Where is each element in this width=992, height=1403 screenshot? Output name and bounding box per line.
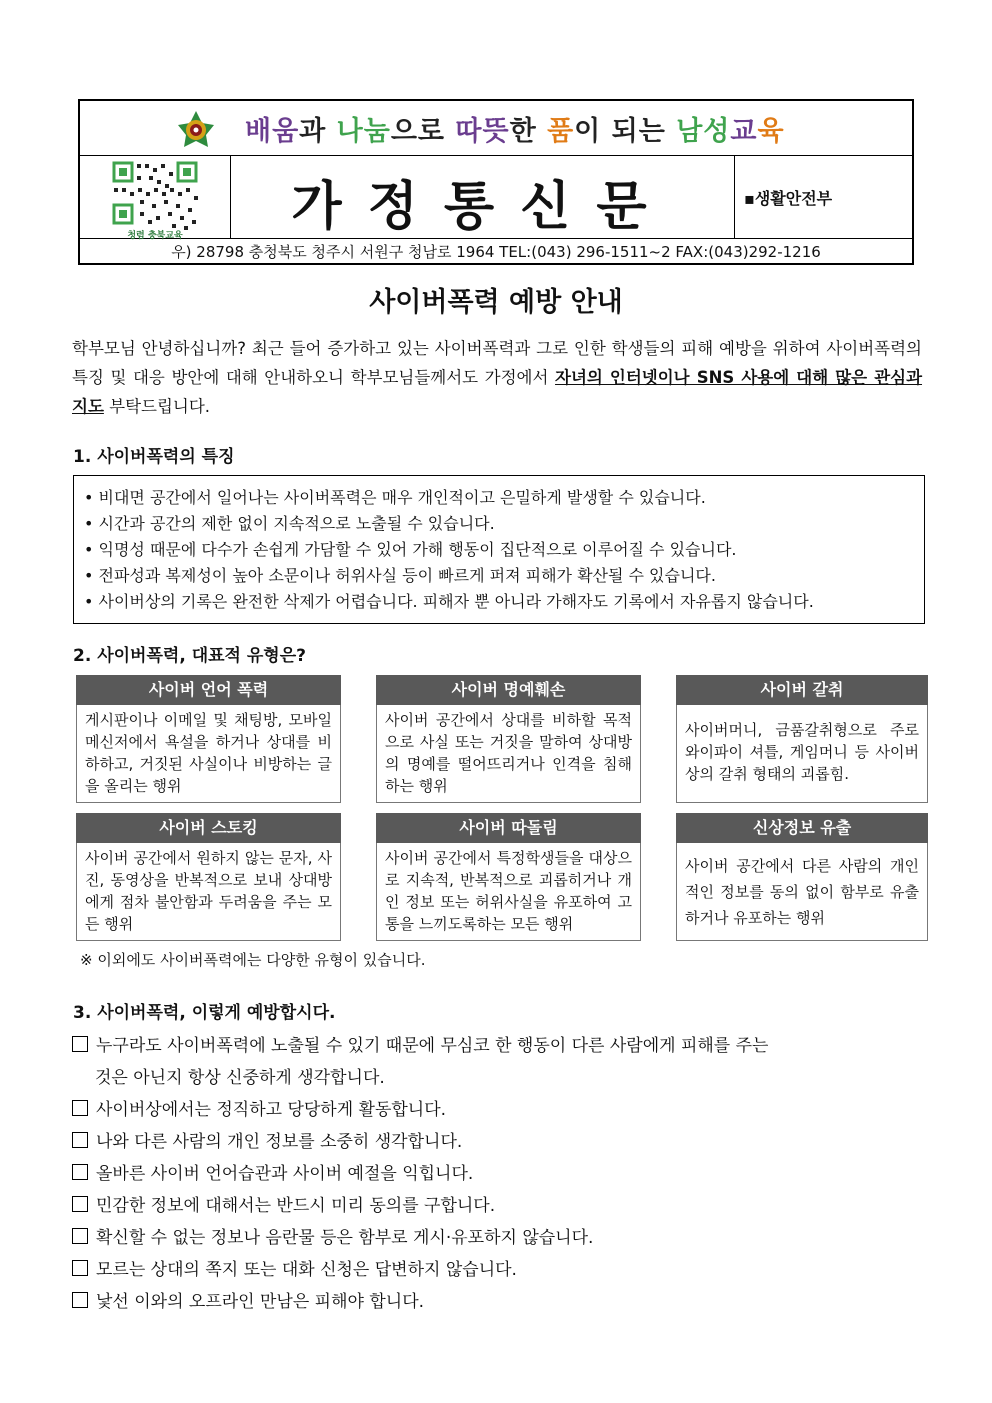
prevention-list — [72, 1030, 768, 1318]
card-body: 사이버 공간에서 원하지 않는 문자, 사진, 동영상을 반복적으로 보내 상대방에게 점차 불안함과 두려움을 주는 모든 행위 — [76, 843, 341, 941]
title-row — [80, 156, 912, 239]
list-item-text: 누구라도 사이버폭력에 노출될 수 있기 때문에 무심코 한 행동이 다른 사람에게 피해를 주는 — [96, 1036, 769, 1056]
intro-text: 학부모님 안녕하십니까? 최근 들어 증가하고 있는 사이버폭력과 그로 인한 학생들의 피해 예방을 위하여 사이버폭력의 특징 및 대응 방안에 대해 안내하오니 학부모님들께서도 가정에서 — [72, 339, 922, 387]
slogan-segment: 배움 — [245, 116, 300, 147]
list-item-text: 낯선 이와의 오프라인 만남은 피해야 합니다. — [96, 1292, 425, 1312]
list-item: • 사이버상의 기록은 완전한 삭제가 어렵습니다. 피해자 뿐 아니라 가해자도 기록에서 자유롭지 않습니다. — [84, 592, 814, 611]
type-card — [676, 813, 928, 941]
features-box — [73, 475, 925, 624]
list-item — [72, 1158, 768, 1190]
list-item — [72, 1222, 768, 1254]
divider — [734, 156, 735, 239]
list-item — [72, 1094, 768, 1126]
newsletter-header — [78, 99, 914, 265]
type-card — [376, 675, 641, 803]
type-card — [76, 675, 341, 803]
department-label: ▪생활안전부 — [744, 189, 833, 208]
section1-heading: 1. 사이버폭력의 특징 — [73, 447, 235, 467]
section3-heading: 3. 사이버폭력, 이렇게 예방합시다. — [73, 1003, 336, 1023]
card-title: 사이버 명예훼손 — [376, 675, 641, 705]
slogan-segment: 과 — [299, 116, 337, 147]
list-item-text: 모르는 상대의 쪽지 또는 대화 신청은 답변하지 않습니다. — [96, 1260, 517, 1280]
checkbox-icon — [72, 1100, 88, 1116]
list-item — [72, 1190, 768, 1222]
types-note: ※ 이외에도 사이버폭력에는 다양한 유형이 있습니다. — [80, 951, 426, 969]
intro-text-end: 부탁드립니다. — [103, 397, 211, 416]
card-body: 사이버 공간에서 상대를 비하할 목적으로 사실 또는 거짓을 말하여 상대방의 명예를 떨어뜨리거나 인격을 침해하는 행위 — [376, 705, 641, 803]
list-item-text: 확신할 수 없는 정보나 음란물 등은 함부로 게시·유포하지 않습니다. — [96, 1228, 594, 1248]
card-title: 신상정보 유출 — [676, 813, 928, 843]
newsletter-title: 가정통신문 — [291, 176, 673, 237]
list-item: • 시간과 공간의 제한 없이 지속적으로 노출될 수 있습니다. — [84, 514, 495, 533]
card-title: 사이버 스토킹 — [76, 813, 341, 843]
school-slogan — [245, 109, 785, 148]
slogan-segment: 교 — [730, 116, 758, 147]
type-card — [676, 675, 928, 803]
school-emblem-icon — [176, 109, 216, 149]
slogan-segment: 품 — [547, 116, 575, 147]
slogan-segment: 따뜻 — [455, 116, 510, 147]
list-item: • 전파성과 복제성이 높아 소문이나 허위사실 등이 빠르게 퍼져 피해가 확산될 수 있습니다. — [84, 566, 716, 585]
list-item-text: 사이버상에서는 정직하고 당당하게 활동합니다. — [96, 1100, 447, 1120]
address-row — [80, 239, 912, 263]
checkbox-icon — [72, 1132, 88, 1148]
page-title: 사이버폭력 예방 안내 — [369, 287, 623, 318]
card-body: 게시판이나 이메일 및 채팅방, 모바일 메신저에서 욕설을 하거나 상대를 비하하고, 거짓된 사실이나 비방하는 글을 올리는 행위 — [76, 705, 341, 803]
checkbox-icon — [72, 1196, 88, 1212]
qr-code-icon — [110, 161, 200, 233]
list-item — [72, 1286, 768, 1318]
card-body: 사이버 공간에서 특정학생들을 대상으로 지속적, 반복적으로 괴롭히거나 개인 정보 또는 허위사실을 유포하여 고통을 느끼도록하는 모든 행위 — [376, 843, 641, 941]
list-item-text: 올바른 사이버 언어습관과 사이버 예절을 익힙니다. — [96, 1164, 474, 1184]
section2-heading: 2. 사이버폭력, 대표적 유형은? — [73, 646, 307, 666]
slogan-segment: 한 — [509, 116, 548, 147]
checkbox-icon — [72, 1260, 88, 1276]
slogan-segment: 육 — [757, 116, 785, 147]
school-address: 우) 28798 충청북도 청주시 서원구 청남로 1964 TEL:(043) 296-1511~2 FAX:(043)292-1216 — [171, 243, 821, 261]
qr-caption: 청렴 충북교육 — [127, 231, 183, 241]
slogan-segment: 남성 — [676, 116, 731, 147]
list-item: • 비대면 공간에서 일어나는 사이버폭력은 매우 개인적이고 은밀하게 발생할 수 있습니다. — [84, 488, 706, 507]
slogan-segment: 나눔 — [336, 116, 391, 147]
card-body: 사이버 공간에서 다른 사람의 개인적인 정보를 동의 없이 함부로 유출하거나 유포하는 행위 — [676, 843, 928, 941]
type-card — [376, 813, 641, 941]
list-item-text: 민감한 정보에 대해서는 반드시 미리 동의를 구합니다. — [96, 1196, 496, 1216]
list-item-text: 나와 다른 사람의 개인 정보를 소중히 생각합니다. — [96, 1132, 463, 1152]
list-item — [72, 1030, 768, 1062]
intro-paragraph — [72, 334, 922, 421]
checkbox-icon — [72, 1292, 88, 1308]
type-card — [76, 813, 341, 941]
slogan-segment: 으로 — [390, 116, 456, 147]
slogan-row — [80, 101, 912, 156]
list-item — [72, 1126, 768, 1158]
list-item: • 익명성 때문에 다수가 손쉽게 가담할 수 있어 가해 행동이 집단적으로 이루어질 수 있습니다. — [84, 540, 737, 559]
list-item-continued: 것은 아닌지 항상 신중하게 생각합니다. — [95, 1068, 385, 1088]
card-title: 사이버 갈취 — [676, 675, 928, 705]
list-item — [72, 1254, 768, 1286]
card-title: 사이버 언어 폭력 — [76, 675, 341, 705]
checkbox-icon — [72, 1228, 88, 1244]
checkbox-icon — [72, 1036, 88, 1052]
slogan-segment: 이 되는 — [574, 116, 677, 147]
intro-emphasis: 자녀의 인터넷이나 SNS 사용에 대해 많은 관심과 지도 — [72, 368, 923, 416]
card-title: 사이버 따돌림 — [376, 813, 641, 843]
checkbox-icon — [72, 1164, 88, 1180]
card-body: 사이버머니, 금품갈취형으로 주로 와이파이 셔틀, 게임머니 등 사이버상의 갈취 형태의 괴롭힘. — [676, 705, 928, 803]
features-list — [84, 485, 814, 615]
